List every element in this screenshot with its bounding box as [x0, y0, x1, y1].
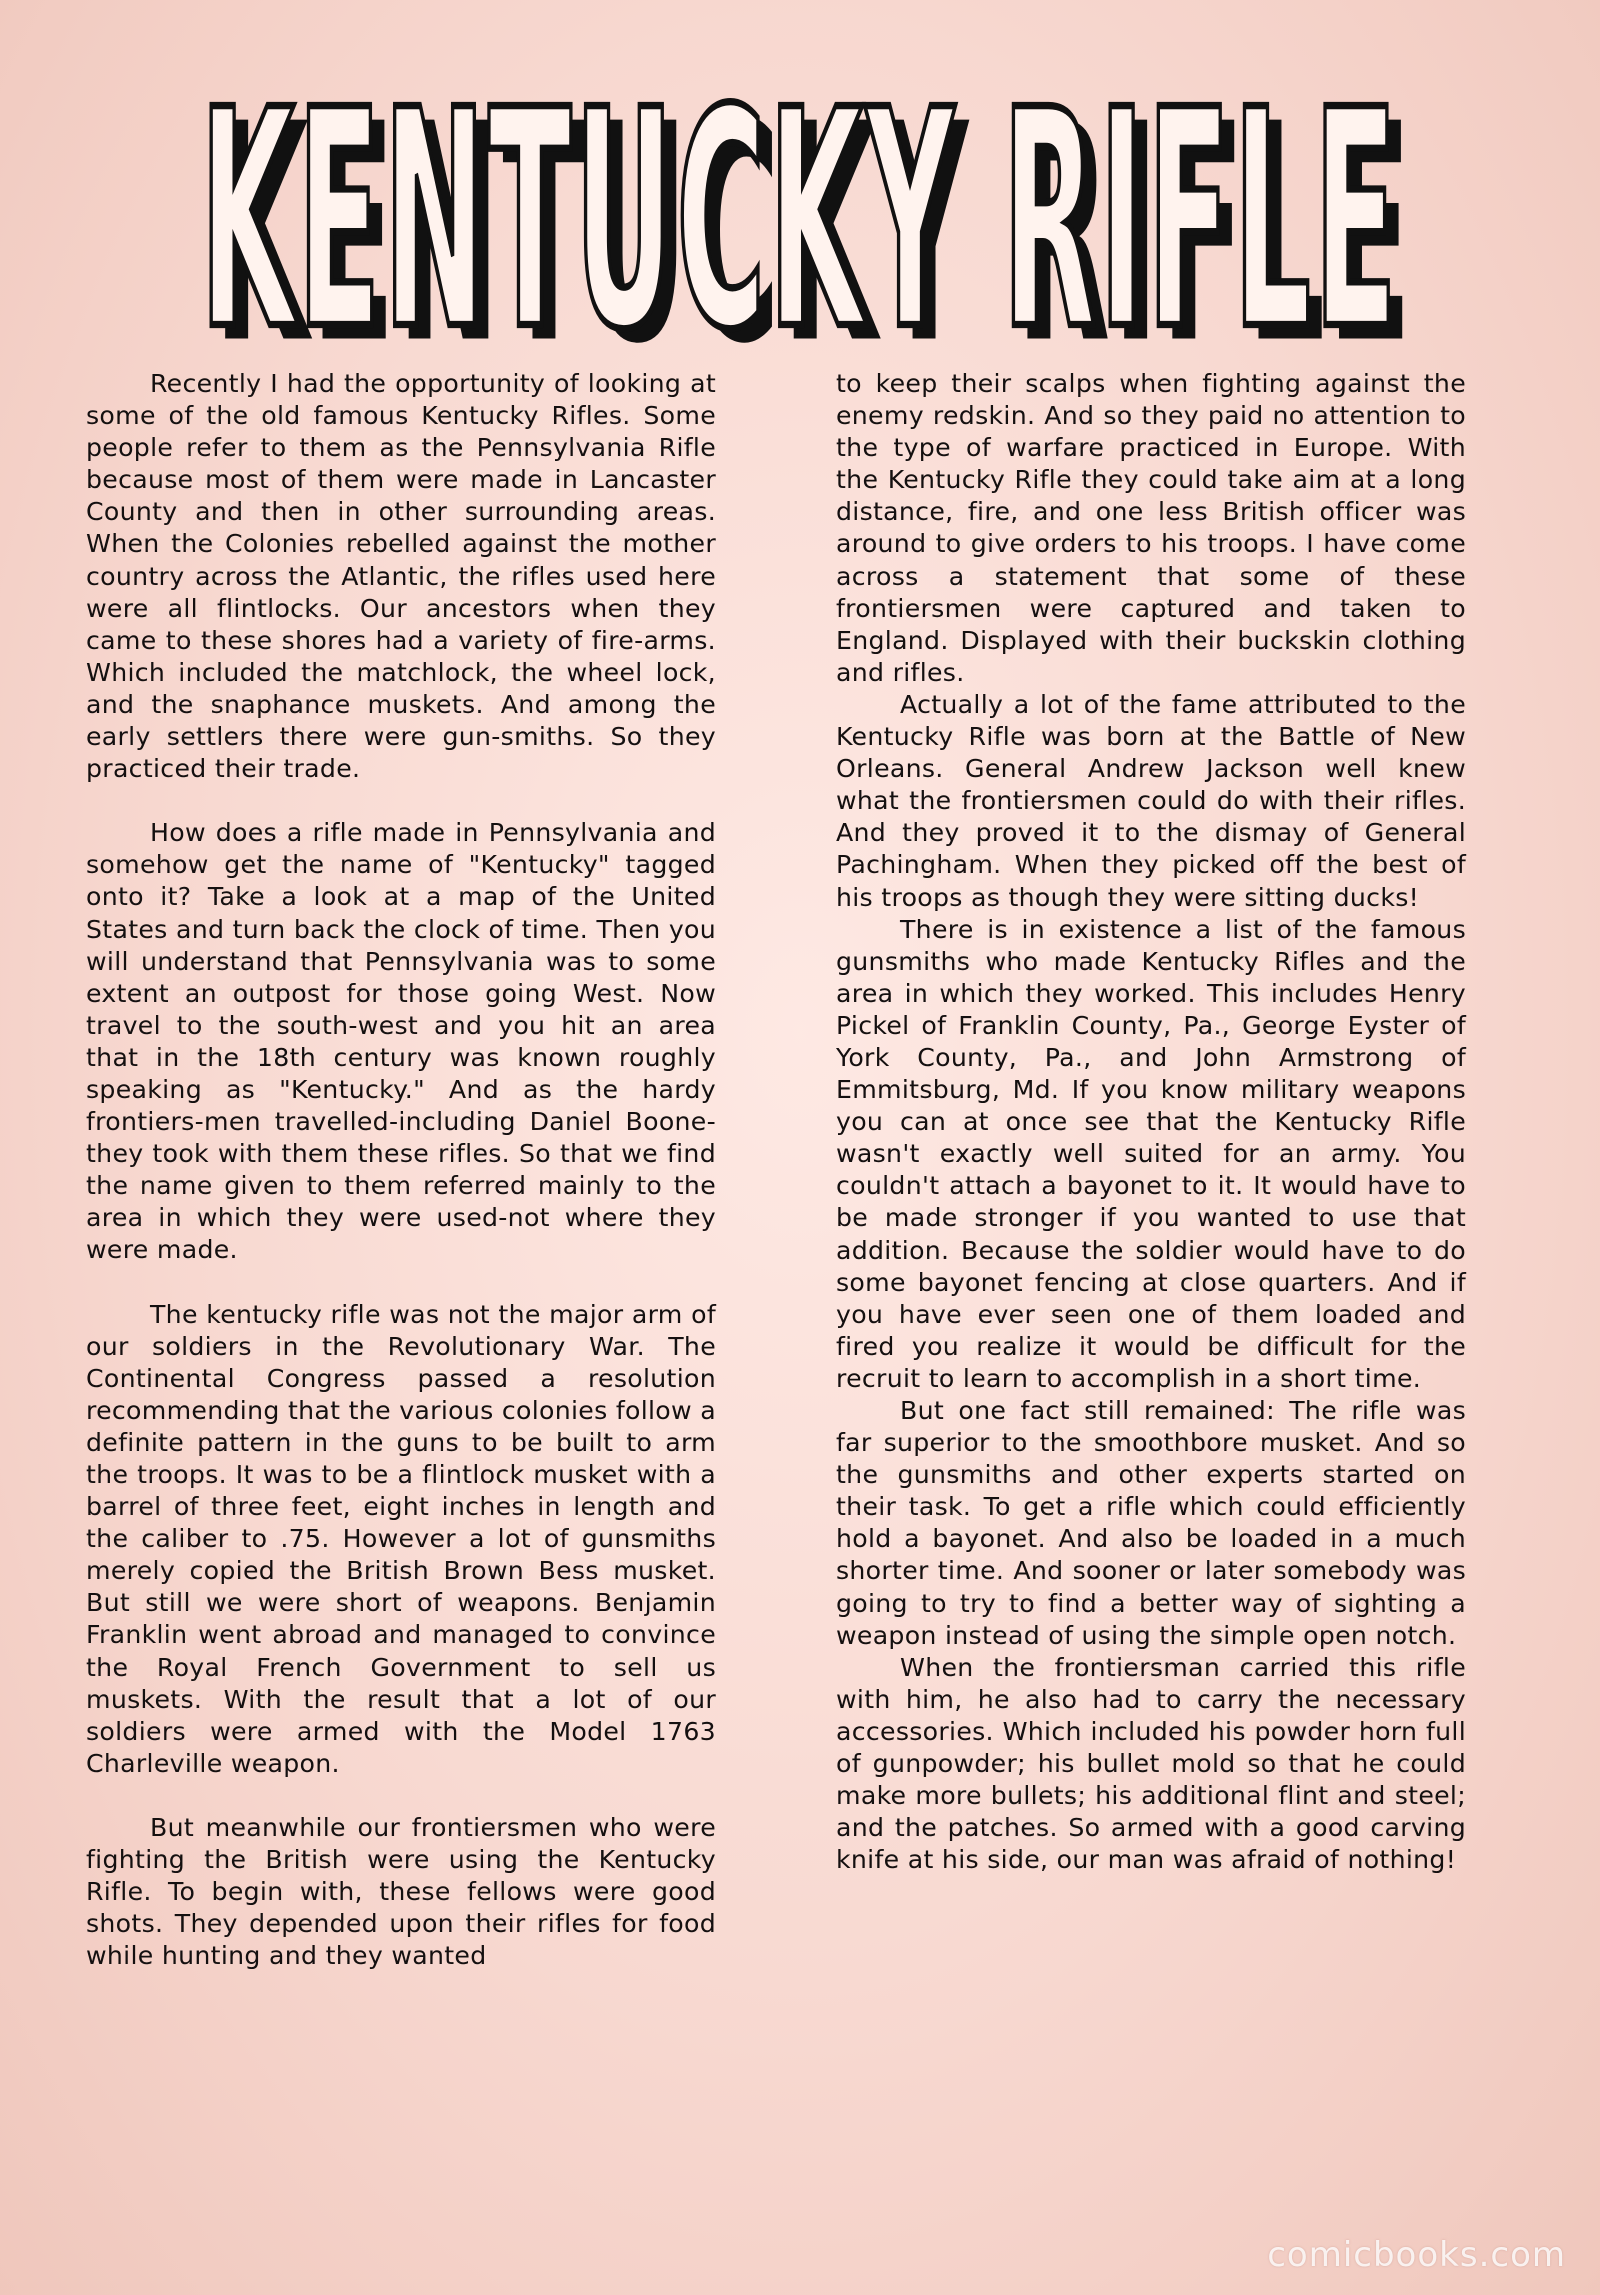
paragraph-continued: to keep their scalps when fighting against the enemy redskin. And so they paid no attention to the type of warfare practiced in Europe. With the Kentucky Rifle they could take aim at a long distance, fire, and one less British officer was around to give orders to his troops. I have come across a statement that some of these frontiersmen were captured and taken to England. Displayed with their buckskin clothing and rifles.	[836, 369, 1466, 687]
right-column	[836, 368, 1466, 2088]
left-column	[86, 368, 716, 2088]
title-text: KENTUCKY RIFLE	[200, 46, 1401, 350]
paragraph: When the frontiersman carried this rifle with him, he also had to carry the necessary accessories. Which included his powder horn full of gunpowder; his bullet mold so that he could make more bullets; his additional flint and steel; and the patches. So armed with a good carving knife at his side, our man was afraid of nothing!	[836, 1652, 1466, 1875]
paragraph: There is in existence a list of the famous gunsmiths who made Kentucky Rifles and the area in which they worked. This includes Henry Pickel of Franklin County, Pa., George Eyster of York County, Pa., and John Armstrong of Emmitsburg, Md. If you know military weapons you can at once see that the Kentucky Rifle wasn't exactly well suited for an army. You couldn't attach a bayonet to it. It would have to be made stronger if you wanted to use that addition. Because the soldier would have to do some bayonet fencing at close quarters. And if you have ever seen one of them loaded and fired you realize it would be difficult for the recruit to learn to accomplish in a short time.	[836, 914, 1466, 1393]
article-body	[86, 368, 1466, 2088]
paragraph: But meanwhile our frontiersmen who were fighting the British were using the Kentucky Rifle. To begin with, these fellows were good shots. They depended upon their rifles for food while hunting and they wanted	[86, 1812, 716, 1971]
watermark: comicbooks.com	[1267, 2235, 1566, 2275]
paragraph: Actually a lot of the fame attributed to the Kentucky Rifle was born at the Battle of New Orleans. General Andrew Jackson well knew what the frontiersmen could do with their rifles. And they proved it to the dismay of General Pachingham. When they picked off the best of his troops as though they were sitting ducks!	[836, 689, 1466, 912]
title-shadow-text: KENTUCKY RIFLE	[214, 60, 1415, 350]
paragraph: Recently I had the opportunity of looking at some of the old famous Kentucky Rifles. Some people refer to them as the Pennsylvania Rifle because most of them were made in Lancaster County and then in other surrounding areas. When the Colonies rebelled against the mother country across the Atlantic, the rifles used here were all flintlocks. Our ancestors when they came to these shores had a variety of fire-arms. Which included the matchlock, the wheel lock, and the snaphance muskets. And among the early settlers there were gun-smiths. So they practiced their trade.	[86, 369, 716, 784]
paragraph: The kentucky rifle was not the major arm of our soldiers in the Revolutionary War. The Continental Congress passed a resolution recommending that the various colonies follow a definite pattern in the guns to be built to arm the troops. It was to be a flintlock musket with a barrel of three feet, eight inches in length and the caliber to .75. However a lot of gunsmiths merely copied the British Brown Bess musket. But still we were short of weapons. Benjamin Franklin went abroad and managed to convince the Royal French Government to sell us muskets. With the result that a lot of our soldiers were armed with the Model 1763 Charleville weapon.	[86, 1299, 716, 1778]
title-art	[170, 20, 1430, 350]
page-title	[170, 20, 1430, 350]
paragraph: How does a rifle made in Pennsylvania and somehow get the name of "Kentucky" tagged onto it? Take a look at a map of the United States and turn back the clock of time. Then you will understand that Pennsylvania was to some extent an outpost for those going West. Now travel to the south-west and you hit an area that in the 18th century was known roughly speaking as "Kentucky." And as the hardy frontiers-men travelled-including Daniel Boone-they took with them these rifles. So that we find the name given to them referred mainly to the area in which they were used-not where they were made.	[86, 818, 716, 1265]
paragraph: But one fact still remained: The rifle was far superior to the smoothbore musket. And so the gunsmiths and other experts started on their task. To get a rifle which could efficiently hold a bayonet. And also be loaded in a much shorter time. And sooner or later somebody was going to try to find a better way of sighting a weapon instead of using the simple open notch.	[836, 1396, 1466, 1650]
